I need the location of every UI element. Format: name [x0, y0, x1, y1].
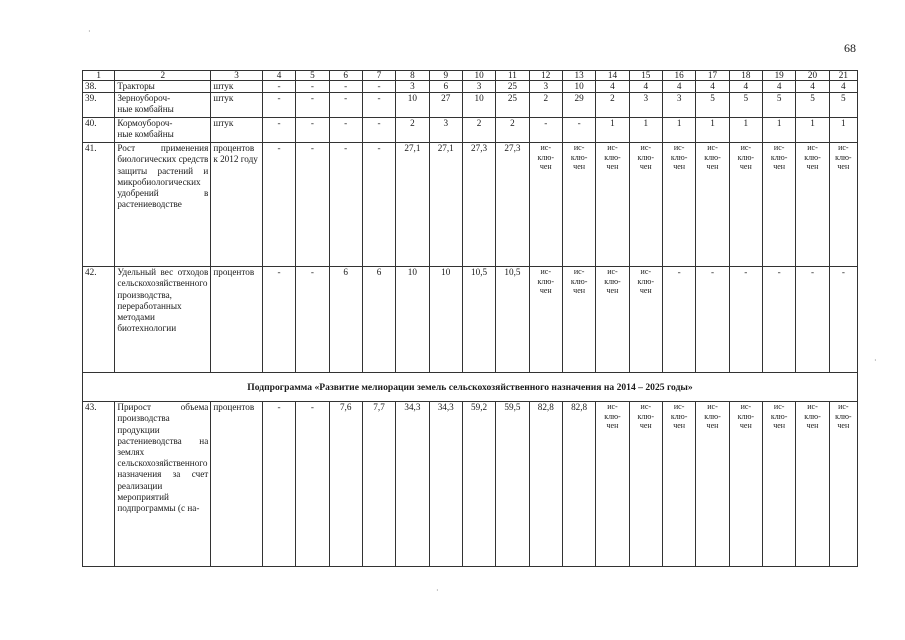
row-number: 42. [83, 267, 115, 373]
value-cell: - [696, 267, 729, 373]
value-cell: - [262, 143, 295, 267]
value-cell: ис- клю- чен [696, 143, 729, 267]
value-cell: 2 [596, 93, 629, 118]
header-cell: 5 [296, 71, 329, 81]
value-cell: - [562, 118, 595, 143]
value-cell: ис- клю- чен [629, 402, 662, 567]
value-cell: ис- клю- чен [763, 402, 796, 567]
unit: штук [211, 81, 263, 93]
header-cell: 14 [596, 71, 629, 81]
value-cell: - [362, 118, 395, 143]
value-cell: ис- клю- чен [796, 402, 829, 567]
value-cell: 5 [763, 93, 796, 118]
row-number: 39. [83, 93, 115, 118]
value-cell: 1 [662, 118, 695, 143]
header-cell: 9 [429, 71, 462, 81]
value-cell: 7,7 [362, 402, 395, 567]
value-cell: 2 [496, 118, 529, 143]
value-cell: 3 [662, 93, 695, 118]
value-cell: 34,3 [429, 402, 462, 567]
value-cell: - [329, 93, 362, 118]
value-cell: - [362, 93, 395, 118]
value-cell: ис- клю- чен [629, 143, 662, 267]
value-cell: 3 [529, 81, 562, 93]
table-row [83, 143, 858, 267]
table-row [83, 93, 858, 118]
indicator-name: Зерноубороч- ные комбайны [115, 93, 211, 118]
value-cell: 1 [829, 118, 857, 143]
header-cell: 3 [211, 71, 263, 81]
indicator-name: Кормоубороч- ные комбайны [115, 118, 211, 143]
value-cell: 10,5 [462, 267, 495, 373]
row-number: 43. [83, 402, 115, 567]
value-cell: 10 [429, 267, 462, 373]
value-cell: 4 [596, 81, 629, 93]
value-cell: - [329, 143, 362, 267]
value-cell: ис- клю- чен [796, 143, 829, 267]
value-cell: 4 [763, 81, 796, 93]
unit: штук [211, 93, 263, 118]
row-number: 38. [83, 81, 115, 93]
value-cell: 34,3 [396, 402, 429, 567]
value-cell: 10 [562, 81, 595, 93]
value-cell: - [296, 118, 329, 143]
indicators-table [82, 70, 858, 567]
value-cell: 2 [396, 118, 429, 143]
row-number: 40. [83, 118, 115, 143]
unit: процентов [211, 402, 263, 567]
value-cell: 2 [462, 118, 495, 143]
value-cell: 5 [696, 93, 729, 118]
header-cell: 8 [396, 71, 429, 81]
value-cell: 5 [796, 93, 829, 118]
value-cell: 4 [662, 81, 695, 93]
value-cell: - [729, 267, 762, 373]
value-cell: 82,8 [529, 402, 562, 567]
value-cell: 10 [396, 267, 429, 373]
scan-speck: · [88, 27, 91, 36]
header-cell: 10 [462, 71, 495, 81]
value-cell: 3 [462, 81, 495, 93]
value-cell: 6 [362, 267, 395, 373]
table-row [83, 267, 858, 373]
table-row [83, 81, 858, 93]
value-cell: 6 [329, 267, 362, 373]
value-cell: 27,3 [462, 143, 495, 267]
value-cell: - [296, 93, 329, 118]
unit: процентов [211, 267, 263, 373]
value-cell: - [262, 267, 295, 373]
table-row [83, 118, 858, 143]
value-cell: - [329, 118, 362, 143]
value-cell: ис- клю- чен [696, 402, 729, 567]
header-cell: 12 [529, 71, 562, 81]
header-cell: 15 [629, 71, 662, 81]
value-cell: ис- клю- чен [562, 143, 595, 267]
value-cell: - [329, 81, 362, 93]
value-cell: - [763, 267, 796, 373]
value-cell: 10,5 [496, 267, 529, 373]
scan-speck: · [436, 586, 439, 595]
value-cell: ис- клю- чен [562, 267, 595, 373]
value-cell: ис- клю- чен [829, 402, 857, 567]
value-cell: ис- клю- чен [829, 143, 857, 267]
header-cell: 2 [115, 71, 211, 81]
value-cell: ис- клю- чен [662, 143, 695, 267]
header-cell: 21 [829, 71, 857, 81]
header-cell: 20 [796, 71, 829, 81]
value-cell: 25 [496, 93, 529, 118]
value-cell: 5 [829, 93, 857, 118]
value-cell: - [529, 118, 562, 143]
value-cell: 10 [462, 93, 495, 118]
value-cell: 27,1 [396, 143, 429, 267]
value-cell: 59,2 [462, 402, 495, 567]
value-cell: ис- клю- чен [729, 143, 762, 267]
header-cell: 1 [83, 71, 115, 81]
value-cell: - [662, 267, 695, 373]
header-cell: 11 [496, 71, 529, 81]
value-cell: - [262, 402, 295, 567]
value-cell: 59,5 [496, 402, 529, 567]
value-cell: - [262, 118, 295, 143]
value-cell: - [362, 143, 395, 267]
value-cell: - [362, 81, 395, 93]
header-cell: 13 [562, 71, 595, 81]
indicator-name: Рост применения биологических средств защиты растений и микробиологических удобрений в растениеводстве [115, 143, 211, 267]
subprogram-row [83, 373, 858, 402]
value-cell: ис- клю- чен [763, 143, 796, 267]
value-cell: - [296, 143, 329, 267]
value-cell: - [796, 267, 829, 373]
value-cell: - [262, 81, 295, 93]
value-cell: 27,1 [429, 143, 462, 267]
value-cell: - [262, 93, 295, 118]
value-cell: 3 [429, 118, 462, 143]
value-cell: - [296, 402, 329, 567]
unit: штук [211, 118, 263, 143]
value-cell: 1 [596, 118, 629, 143]
value-cell: 1 [763, 118, 796, 143]
value-cell: ис- клю- чен [596, 402, 629, 567]
value-cell: ис- клю- чен [596, 267, 629, 373]
row-number: 41. [83, 143, 115, 267]
value-cell: ис- клю- чен [729, 402, 762, 567]
value-cell: ис- клю- чен [529, 143, 562, 267]
value-cell: 1 [729, 118, 762, 143]
header-cell: 16 [662, 71, 695, 81]
value-cell: 3 [629, 93, 662, 118]
value-cell: 29 [562, 93, 595, 118]
scan-speck: · [874, 356, 877, 365]
header-cell: 4 [262, 71, 295, 81]
value-cell: 27 [429, 93, 462, 118]
indicator-name: Тракторы [115, 81, 211, 93]
header-cell: 18 [729, 71, 762, 81]
header-cell: 19 [763, 71, 796, 81]
value-cell: 25 [496, 81, 529, 93]
value-cell: 6 [429, 81, 462, 93]
table-header-row [83, 71, 858, 81]
header-cell: 7 [362, 71, 395, 81]
value-cell: 1 [696, 118, 729, 143]
value-cell: 4 [696, 81, 729, 93]
value-cell: 4 [829, 81, 857, 93]
value-cell: 1 [796, 118, 829, 143]
value-cell: ис- клю- чен [596, 143, 629, 267]
indicator-name: Удельный вес отходов сельскохозяйственного производства, переработанных методами биотехнологии [115, 267, 211, 373]
value-cell: 5 [729, 93, 762, 118]
subprogram-title: Подпрограмма «Развитие мелиорации земель сельскохозяйственного назначения на 2014 – 2025 годы» [83, 373, 858, 402]
value-cell: 27,3 [496, 143, 529, 267]
value-cell: 4 [796, 81, 829, 93]
value-cell: 4 [729, 81, 762, 93]
table-row [83, 402, 858, 567]
value-cell: - [829, 267, 857, 373]
value-cell: 3 [396, 81, 429, 93]
indicator-name: Прирост объема производства продукции растениеводства на землях сельскохозяйственного назначения за счет реализации мероприятий подпрограммы (с на- [115, 402, 211, 567]
value-cell: ис- клю- чен [662, 402, 695, 567]
value-cell: 2 [529, 93, 562, 118]
value-cell: 82,8 [562, 402, 595, 567]
value-cell: 10 [396, 93, 429, 118]
value-cell: ис- клю- чен [629, 267, 662, 373]
value-cell: ис- клю- чен [529, 267, 562, 373]
value-cell: - [296, 81, 329, 93]
page-number: 68 [844, 41, 856, 55]
unit: процентов к 2012 году [211, 143, 263, 267]
value-cell: 7,6 [329, 402, 362, 567]
header-cell: 17 [696, 71, 729, 81]
value-cell: 1 [629, 118, 662, 143]
value-cell: - [296, 267, 329, 373]
value-cell: 4 [629, 81, 662, 93]
header-cell: 6 [329, 71, 362, 81]
